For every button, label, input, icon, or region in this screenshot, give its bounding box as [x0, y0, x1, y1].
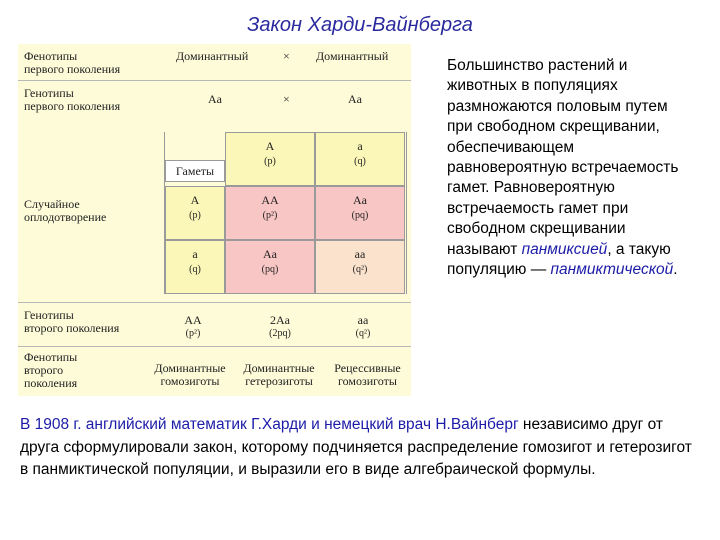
random-fert-label: [24, 198, 106, 224]
phen1-left: Доминантный: [176, 49, 249, 63]
cell-AA-freq: (p²): [262, 210, 278, 221]
cell-Aa-top: [315, 186, 405, 240]
gen1-cross: ×: [283, 92, 290, 106]
phen2-label-line1: Фенотипы: [24, 350, 78, 364]
phen2-rec-hom: [324, 362, 411, 388]
phen2-dom-het-line2: гетерозиготы: [245, 374, 313, 388]
cell-AA: [225, 186, 315, 240]
phen1-label-line2: первого поколения: [24, 62, 121, 76]
gen1-left: Aa: [208, 92, 222, 106]
row-A-cell: [165, 186, 225, 240]
phen2-dom-het: [234, 362, 324, 388]
row-a-cell: [165, 240, 225, 294]
gametes-label: Гаметы: [165, 160, 225, 182]
phen2-rec-hom-line1: Рецессивные: [334, 361, 401, 375]
gamete-a-cell: [315, 132, 405, 186]
history-paragraph: [20, 414, 700, 482]
phen2-label-line3: поколения: [24, 376, 78, 390]
gen2-Aa: [250, 314, 310, 340]
punnett-panel: [18, 44, 411, 396]
gen2-label: [24, 309, 119, 335]
gamete-a: a: [357, 139, 363, 153]
cell-Aa-top-freq: (pq): [351, 210, 369, 221]
cell-Aa-bottom: [225, 240, 315, 294]
phen2-label: [24, 351, 77, 390]
gen2-aa: [338, 314, 388, 340]
gen1-label-line2: первого поколения: [24, 99, 121, 113]
gen2-Aa-freq: (2pq): [269, 328, 291, 339]
cell-aa: [315, 240, 405, 294]
gen2-AA-freq: (p²): [185, 328, 201, 339]
phen2-dom-hom-line1: Доминантные: [154, 361, 226, 375]
divider: [18, 346, 411, 347]
history-text-highlight: В 1908 г. английский математик Г.Харди и немецкий врач Н.Вайнберг: [20, 416, 519, 433]
gen2-aa-freq: (q²): [355, 328, 371, 339]
cell-aa-genotype: aa: [354, 247, 366, 261]
phen1-label: [24, 50, 120, 76]
gen2-aa-genotype: aa: [357, 313, 369, 327]
phen2-dom-het-line1: Доминантные: [243, 361, 315, 375]
gamete-a-freq: (q): [354, 156, 366, 167]
random-fert-line1: Случайное: [24, 197, 80, 211]
gen2-AA-genotype: AA: [184, 313, 202, 327]
gamete-A: A: [265, 139, 275, 153]
cell-Aa-top-genotype: Aa: [353, 193, 367, 207]
panmixia-text-1: Большинство растений и животных в популяциях размножаются половым путем при свободном скрещивании, обеспечивающем равновероятную встречаемость гамет. Равновероятную встречаемость гамет при свободном скрещивании называют: [447, 57, 679, 258]
divider: [18, 80, 411, 81]
panmixia-text-2: , а такую популяцию —: [447, 240, 671, 279]
gen2-label-line2: второго поколения: [24, 321, 120, 335]
phen1-label-line1: Фенотипы: [24, 49, 78, 63]
phen2-dom-hom-line2: гомозиготы: [160, 374, 220, 388]
term-panmixia: панмиксией: [521, 240, 608, 258]
phen2-rec-hom-line2: гомозиготы: [338, 374, 397, 388]
gen2-AA: [168, 314, 218, 340]
cell-aa-freq: (q²): [352, 264, 368, 275]
panmixia-paragraph: [447, 56, 697, 280]
term-panmictic: панмиктической: [550, 261, 674, 279]
row-A: A: [190, 193, 200, 207]
gen2-Aa-genotype: 2Aa: [270, 313, 290, 327]
panmixia-text-3: .: [673, 261, 678, 279]
gen1-label-line1: Генотипы: [24, 86, 74, 100]
gen1-right: Aa: [348, 92, 362, 106]
divider: [18, 302, 411, 303]
row-a: a: [192, 247, 198, 261]
phen2-dom-hom: [146, 362, 234, 388]
gen1-label: [24, 87, 120, 113]
gen2-label-line1: Генотипы: [24, 308, 74, 322]
phen2-label-line2: второго: [24, 363, 64, 377]
row-a-freq: (q): [189, 264, 201, 275]
history-text-rest: независимо друг от друга сформулировали закон, которому подчиняется распределение гомозигот и гетерозигот в панмиктической популяции, и выразили его в виде алгебраической формулы.: [20, 416, 692, 478]
gamete-A-cell: [225, 132, 315, 186]
cell-Aa-bottom-genotype: Aa: [263, 247, 277, 261]
gamete-A-freq: (p): [264, 156, 276, 167]
phen1-right: Доминантный: [316, 49, 389, 63]
row-A-freq: (p): [189, 210, 201, 221]
slide-title: Закон Харди-Вайнберга: [247, 14, 473, 36]
cell-Aa-bottom-freq: (pq): [261, 264, 279, 275]
cell-AA-genotype: AA: [261, 193, 279, 207]
phen1-cross: ×: [283, 49, 290, 63]
random-fert-line2: оплодотворение: [24, 210, 107, 224]
punnett-grid: [164, 132, 407, 294]
